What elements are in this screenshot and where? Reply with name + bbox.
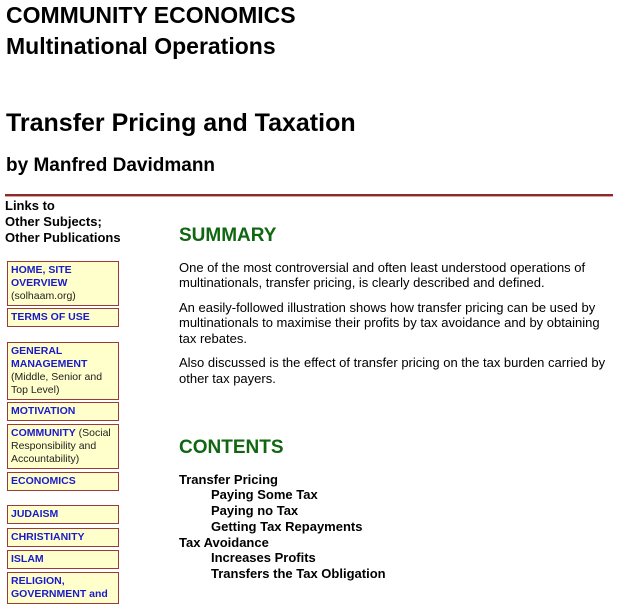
contents-link[interactable]: Transfers the Tax Obligation xyxy=(211,566,386,582)
sidebar-link-box[interactable] xyxy=(7,261,119,306)
summary-paragraph: An easily-followed illustration shows how transfer pricing can be used by multinationals to maximise their profits by tax avoidance and by obtaining tax rebates. xyxy=(179,299,600,346)
contents-link[interactable]: Transfer Pricing xyxy=(179,471,278,487)
contents-link[interactable]: Paying no Tax xyxy=(211,503,299,519)
page-title: Transfer Pricing and Taxation xyxy=(6,109,356,137)
sidebar-link-box[interactable] xyxy=(7,505,119,524)
sidebar-link[interactable]: HOME, SITE OVERVIEW xyxy=(11,264,72,289)
sidebar-link[interactable]: ECONOMICS xyxy=(11,475,76,487)
sidebar-link[interactable]: GENERAL MANAGEMENT xyxy=(11,345,88,370)
sidebar-link[interactable]: ISLAM xyxy=(11,553,44,565)
sidebar-heading xyxy=(5,198,125,246)
summary-paragraph: Also discussed is the effect of transfer pricing on the tax burden carried by other tax payers. xyxy=(179,355,606,386)
sidebar-link-box[interactable] xyxy=(7,472,119,491)
sidebar-link-note: (solhaam.org) xyxy=(11,290,76,302)
contents-link[interactable]: Tax Avoidance xyxy=(179,534,269,550)
sidebar-link-box[interactable] xyxy=(7,342,119,400)
sidebar-link[interactable]: JUDAISM xyxy=(11,508,59,520)
author: by Manfred Davidmann xyxy=(6,155,216,176)
sidebar-heading-line: Other Publications xyxy=(5,230,121,245)
sidebar-link[interactable]: CHRISTIANITY xyxy=(11,531,85,543)
summary-heading: SUMMARY xyxy=(179,225,277,246)
sidebar-link-box[interactable] xyxy=(7,550,119,569)
table-of-contents xyxy=(179,472,609,583)
contents-heading: CONTENTS xyxy=(179,437,284,458)
sidebar-link[interactable]: MOTIVATION xyxy=(11,405,76,417)
contents-link[interactable]: Getting Tax Repayments xyxy=(211,518,363,534)
sidebar-link-box[interactable] xyxy=(7,308,119,327)
sidebar-link-note: (Social Responsibility and Accountability) xyxy=(11,427,111,465)
sidebar-link-box[interactable] xyxy=(7,572,119,604)
sidebar-link[interactable]: COMMUNITY xyxy=(11,427,76,439)
site-subtitle: Multinational Operations xyxy=(6,33,276,59)
contents-link[interactable]: Paying Some Tax xyxy=(211,487,318,503)
sidebar-link-box[interactable] xyxy=(7,528,119,547)
contents-link[interactable]: Increases Profits xyxy=(211,550,316,566)
sidebar xyxy=(5,198,125,600)
sidebar-heading-line: Other Subjects; xyxy=(5,214,102,229)
sidebar-link-note: (Middle, Senior and Top Level) xyxy=(11,371,103,396)
sidebar-heading-line: Links to xyxy=(5,198,55,213)
main-content xyxy=(179,225,609,582)
sidebar-link-box[interactable] xyxy=(7,402,119,421)
divider xyxy=(5,194,613,197)
sidebar-link[interactable]: RELIGION, GOVERNMENT and xyxy=(11,575,108,600)
summary-paragraph: One of the most controversial and often least understood operations of multinationals, transfer pricing, is clearly described and defined. xyxy=(179,259,586,290)
sidebar-link[interactable]: TERMS OF USE xyxy=(11,311,90,323)
site-title: COMMUNITY ECONOMICS xyxy=(6,2,296,28)
sidebar-link-box[interactable] xyxy=(7,424,119,469)
